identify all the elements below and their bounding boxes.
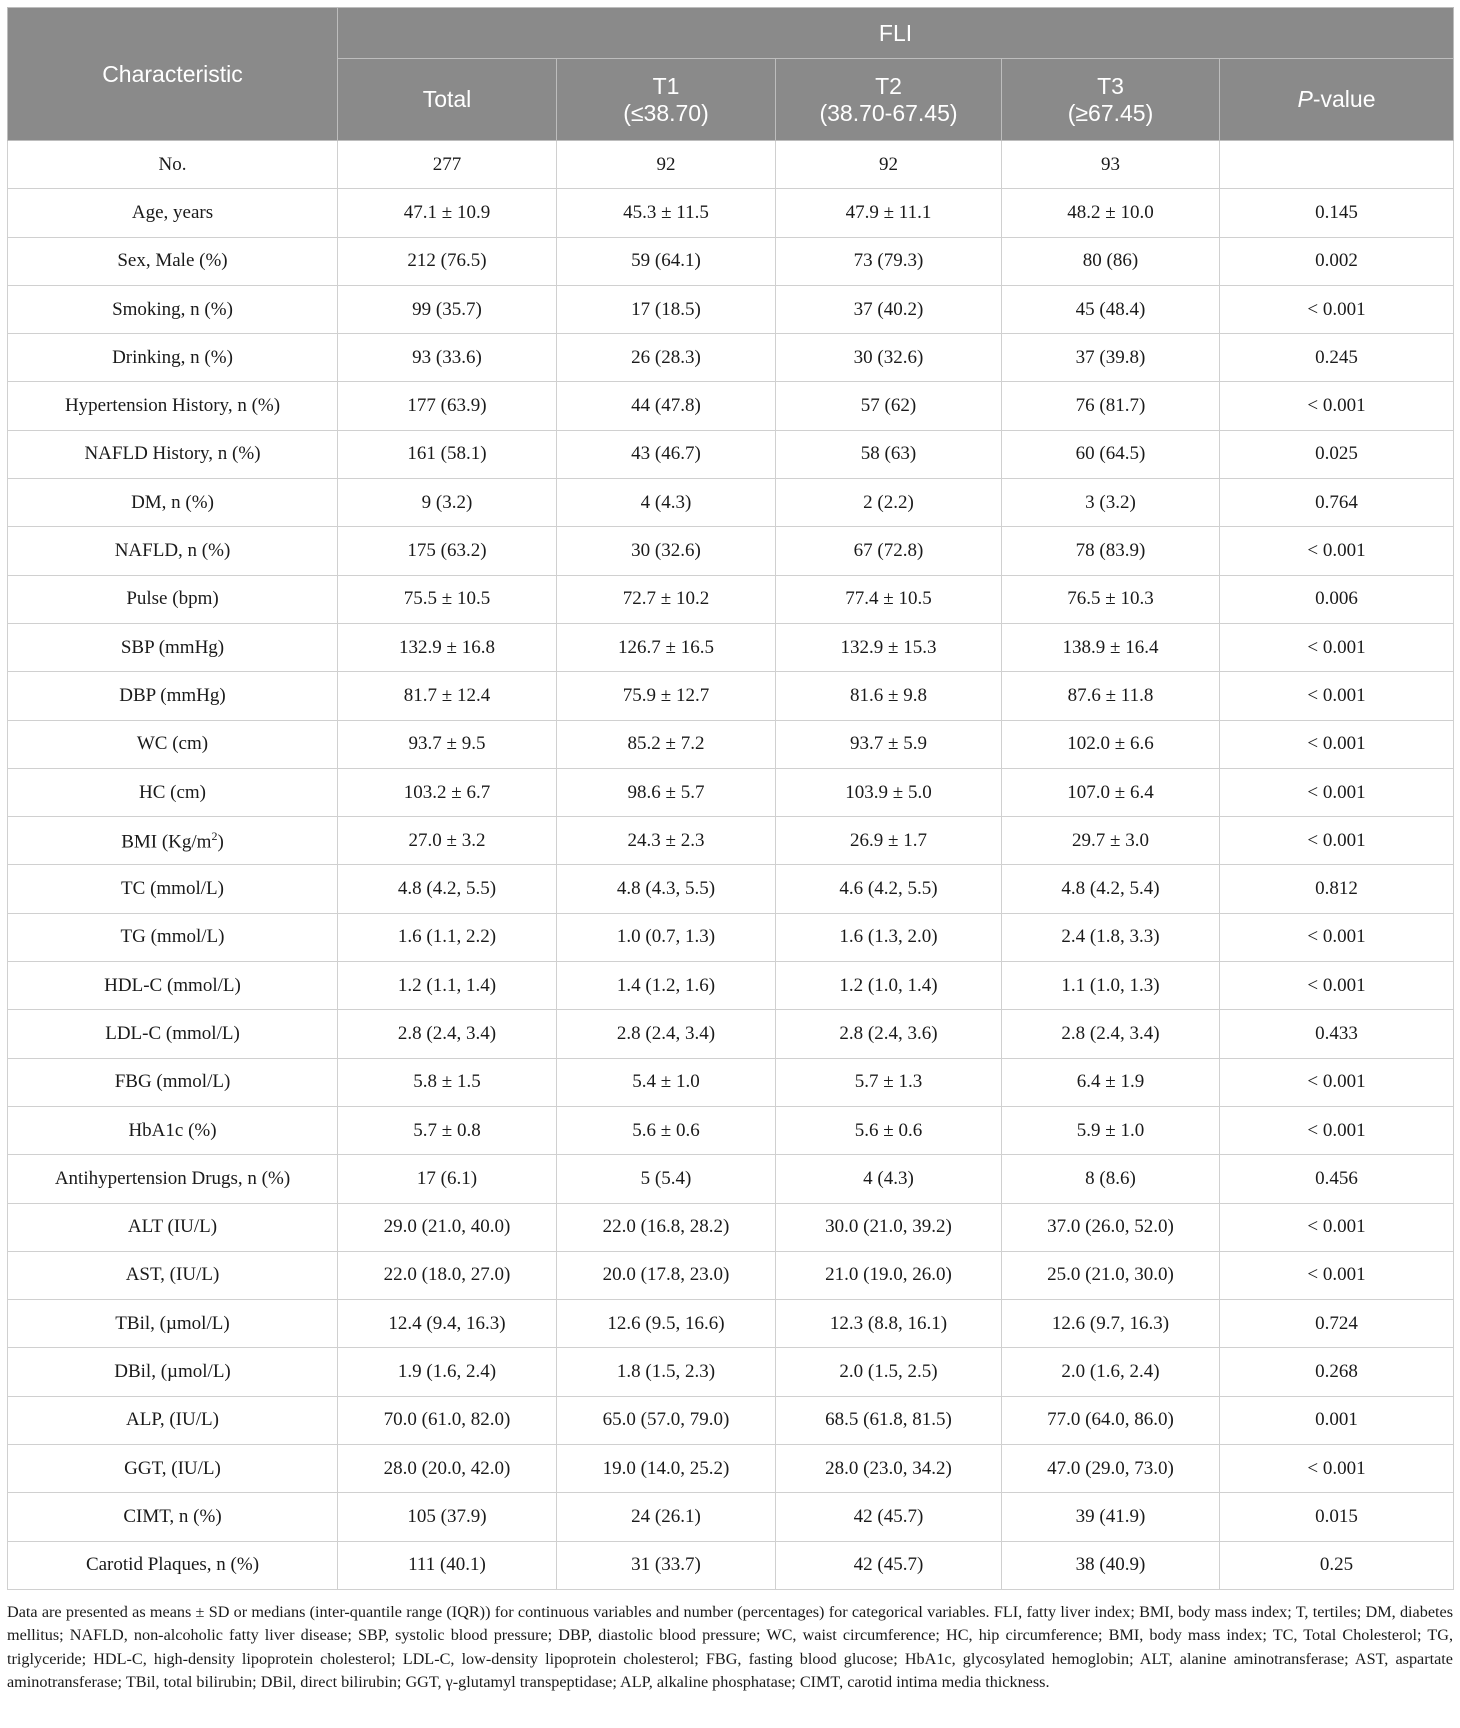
row-label [8,672,338,720]
table-row [8,865,1454,913]
cell-total: 177 (63.9) [338,382,557,430]
cell-t3: 4.8 (4.2, 5.4) [1002,865,1220,913]
row-label [8,865,338,913]
cell-t1: 1.8 (1.5, 2.3) [557,1348,776,1396]
cell-p: 0.001 [1220,1396,1454,1444]
cell-p: < 0.001 [1220,527,1454,575]
cell-total: 27.0 ± 3.2 [338,817,557,865]
row-label [8,430,338,478]
cell-p: < 0.001 [1220,913,1454,961]
row-label [8,1300,338,1348]
col-header-line1: Total [422,86,472,112]
table-row [8,623,1454,671]
row-label [8,1058,338,1106]
cell-t3: 37.0 (26.0, 52.0) [1002,1203,1220,1251]
col-header-pvalue [1220,59,1454,141]
cell-t2: 26.9 ± 1.7 [776,817,1002,865]
cell-p: 0.764 [1220,479,1454,527]
row-label [8,1396,338,1444]
cell-p: 0.002 [1220,237,1454,285]
table-body [8,141,1454,1590]
cell-t1: 24.3 ± 2.3 [557,817,776,865]
cell-total: 9 (3.2) [338,479,557,527]
cell-t1: 45.3 ± 11.5 [557,189,776,237]
cell-t3: 102.0 ± 6.6 [1002,720,1220,768]
cell-t1: 1.0 (0.7, 1.3) [557,913,776,961]
cell-t2: 5.7 ± 1.3 [776,1058,1002,1106]
cell-t2: 28.0 (23.0, 34.2) [776,1445,1002,1493]
cell-total: 132.9 ± 16.8 [338,623,557,671]
cell-t3: 39 (41.9) [1002,1493,1220,1541]
row-label-text: GGT, (IU/L) [124,1457,221,1479]
col-header-line2: (38.70-67.45) [819,99,958,126]
cell-t3: 60 (64.5) [1002,430,1220,478]
cell-t3: 93 [1002,141,1220,189]
table-row [8,334,1454,382]
table-row [8,479,1454,527]
fli-group-header: FLI [338,8,1454,59]
row-label-text: Pulse (bpm) [126,588,219,610]
cell-total: 2.8 (2.4, 3.4) [338,1010,557,1058]
col-header-t2 [776,59,1002,141]
row-label-text: Carotid Plaques, n (%) [85,1554,260,1576]
row-label [8,768,338,816]
cell-t1: 98.6 ± 5.7 [557,768,776,816]
row-label-text: Smoking, n (%) [112,298,233,320]
cell-t1: 4 (4.3) [557,479,776,527]
row-label-text: HbA1c (%) [128,1119,217,1141]
cell-t1: 26 (28.3) [557,334,776,382]
cell-t1: 24 (26.1) [557,1493,776,1541]
cell-t2: 92 [776,141,1002,189]
cell-total: 70.0 (61.0, 82.0) [338,1396,557,1444]
cell-t3: 37 (39.8) [1002,334,1220,382]
cell-t3: 2.4 (1.8, 3.3) [1002,913,1220,961]
cell-t1: 19.0 (14.0, 25.2) [557,1445,776,1493]
col-header-line1: T1 [652,72,680,99]
row-label [8,623,338,671]
cell-t1: 22.0 (16.8, 28.2) [557,1203,776,1251]
cell-total: 99 (35.7) [338,285,557,333]
cell-t2: 132.9 ± 15.3 [776,623,1002,671]
row-label [8,237,338,285]
row-label [8,479,338,527]
cell-total: 111 (40.1) [338,1541,557,1589]
table-row [8,1396,1454,1444]
cell-total: 4.8 (4.2, 5.5) [338,865,557,913]
cell-t1: 17 (18.5) [557,285,776,333]
cell-total: 1.9 (1.6, 2.4) [338,1348,557,1396]
cell-total: 277 [338,141,557,189]
row-label-text: CIMT, n (%) [123,1505,222,1527]
cell-t3: 45 (48.4) [1002,285,1220,333]
cell-t1: 59 (64.1) [557,237,776,285]
cell-t2: 30.0 (21.0, 39.2) [776,1203,1002,1251]
row-label [8,913,338,961]
cell-t3: 80 (86) [1002,237,1220,285]
row-label-text: HC (cm) [138,781,206,803]
cell-t3: 48.2 ± 10.0 [1002,189,1220,237]
cell-t1: 4.8 (4.3, 5.5) [557,865,776,913]
cell-t1: 44 (47.8) [557,382,776,430]
cell-t3: 138.9 ± 16.4 [1002,623,1220,671]
cell-t1: 75.9 ± 12.7 [557,672,776,720]
cell-total: 17 (6.1) [338,1155,557,1203]
cell-t3: 77.0 (64.0, 86.0) [1002,1396,1220,1444]
table-row [8,1106,1454,1154]
row-label-text: TC (mmol/L) [121,878,224,900]
row-label-end: ) [217,830,224,852]
cell-p: 0.25 [1220,1541,1454,1589]
cell-t1: 92 [557,141,776,189]
cell-p: < 0.001 [1220,768,1454,816]
cell-p: 0.268 [1220,1348,1454,1396]
cell-t1: 5.6 ± 0.6 [557,1106,776,1154]
row-label [8,1493,338,1541]
pvalue-italic: P [1297,86,1313,112]
row-label-text: WC (cm) [136,733,209,755]
cell-t3: 5.9 ± 1.0 [1002,1106,1220,1154]
cell-p: 0.006 [1220,575,1454,623]
table-row [8,285,1454,333]
characteristic-header: Characteristic [8,8,338,141]
cell-t2: 2 (2.2) [776,479,1002,527]
row-label [8,575,338,623]
row-label [8,1203,338,1251]
cell-t1: 30 (32.6) [557,527,776,575]
cell-total: 81.7 ± 12.4 [338,672,557,720]
cell-t2: 42 (45.7) [776,1493,1002,1541]
table-row [8,1155,1454,1203]
col-header-t3 [1002,59,1220,141]
cell-t2: 2.0 (1.5, 2.5) [776,1348,1002,1396]
row-label-text: DBil, (µmol/L) [114,1361,231,1383]
row-label-text: Drinking, n (%) [112,346,233,368]
row-label [8,1155,338,1203]
cell-p: 0.015 [1220,1493,1454,1541]
cell-p: 0.456 [1220,1155,1454,1203]
cell-p: < 0.001 [1220,623,1454,671]
cell-t2: 2.8 (2.4, 3.6) [776,1010,1002,1058]
cell-p: < 0.001 [1220,1445,1454,1493]
row-label-text: No. [158,153,187,175]
row-label-text: ALP, (IU/L) [126,1409,219,1431]
row-label-text: Sex, Male (%) [117,250,228,272]
cell-t2: 4 (4.3) [776,1155,1002,1203]
row-label [8,334,338,382]
cell-t2: 47.9 ± 11.1 [776,189,1002,237]
table-footnote: Data are presented as means ± SD or medians (inter-quantile range (IQR)) for continuous variables and number (percentages) for categorical variables. FLI, fatty liver index; BMI, body mass index; T, tertiles; DM, diabetes mellitus; NAFLD, non-alcoholic fatty liver disease; SBP, systolic blood pressure; DBP, diastolic blood pressure; WC, waist circumference; HC, hip circumference; BMI, body mass index; TC, Total Cholesterol; TG, triglyceride; HDL-C, high-density lipoprotein cholesterol; LDL-C, low-density lipoprotein cholesterol; FBG, fasting blood glucose; HbA1c, glycosylated hemoglobin; ALT, alanine aminotransferase; AST, aspartate aminotransferase; TBil, total bilirubin; DBil, direct bilirubin; GGT, γ-glutamyl transpeptidase; ALP, alkaline phosphatase; CIMT, carotid intima media thickness. [7,1602,1453,1692]
cell-t1: 5 (5.4) [557,1155,776,1203]
table-row [8,1010,1454,1058]
cell-p: < 0.001 [1220,1106,1454,1154]
cell-t3: 2.0 (1.6, 2.4) [1002,1348,1220,1396]
table-row [8,672,1454,720]
cell-p: < 0.001 [1220,672,1454,720]
cell-t3: 47.0 (29.0, 73.0) [1002,1445,1220,1493]
cell-t2: 30 (32.6) [776,334,1002,382]
cell-t2: 81.6 ± 9.8 [776,672,1002,720]
cell-total: 161 (58.1) [338,430,557,478]
table-row [8,1541,1454,1589]
cell-total: 93 (33.6) [338,334,557,382]
table-row [8,817,1454,865]
cell-t2: 37 (40.2) [776,285,1002,333]
table-row [8,237,1454,285]
cell-t2: 58 (63) [776,430,1002,478]
cell-t2: 5.6 ± 0.6 [776,1106,1002,1154]
table-row [8,913,1454,961]
row-label-text: SBP (mmHg) [120,636,225,658]
row-label-text: NAFLD History, n (%) [84,443,261,465]
table-row [8,382,1454,430]
cell-total: 29.0 (21.0, 40.0) [338,1203,557,1251]
cell-t1: 12.6 (9.5, 16.6) [557,1300,776,1348]
row-label [8,1541,338,1589]
cell-t2: 1.2 (1.0, 1.4) [776,962,1002,1010]
characteristics-table [7,7,1454,1590]
table-row [8,1058,1454,1106]
table-row [8,1348,1454,1396]
cell-t2: 57 (62) [776,382,1002,430]
table-row [8,1251,1454,1299]
table-row [8,527,1454,575]
cell-t3: 6.4 ± 1.9 [1002,1058,1220,1106]
cell-t1: 31 (33.7) [557,1541,776,1589]
cell-t2: 77.4 ± 10.5 [776,575,1002,623]
cell-t2: 73 (79.3) [776,237,1002,285]
cell-t1: 65.0 (57.0, 79.0) [557,1396,776,1444]
cell-t1: 126.7 ± 16.5 [557,623,776,671]
row-label-text: HDL-C (mmol/L) [104,974,241,996]
row-label [8,141,338,189]
row-label-text: NAFLD, n (%) [114,540,231,562]
col-header-total [338,59,557,141]
cell-t2: 4.6 (4.2, 5.5) [776,865,1002,913]
row-label [8,1445,338,1493]
cell-total: 12.4 (9.4, 16.3) [338,1300,557,1348]
table-row [8,720,1454,768]
cell-t1: 1.4 (1.2, 1.6) [557,962,776,1010]
table-row [8,1445,1454,1493]
row-label-text: Hypertension History, n (%) [64,395,281,417]
cell-p: 0.245 [1220,334,1454,382]
row-label [8,1251,338,1299]
cell-t3: 76.5 ± 10.3 [1002,575,1220,623]
row-label-text: TG (mmol/L) [120,926,225,948]
row-label [8,1106,338,1154]
row-label-text: ALT (IU/L) [127,1216,218,1238]
cell-t3: 2.8 (2.4, 3.4) [1002,1010,1220,1058]
row-label [8,189,338,237]
cell-t3: 25.0 (21.0, 30.0) [1002,1251,1220,1299]
cell-p: < 0.001 [1220,1251,1454,1299]
cell-p: < 0.001 [1220,720,1454,768]
row-label-text: DBP (mmHg) [119,684,226,706]
row-label-text: BMI (Kg/m [121,830,212,852]
cell-total: 1.2 (1.1, 1.4) [338,962,557,1010]
col-header-line1: T2 [875,72,902,99]
cell-p: < 0.001 [1220,382,1454,430]
cell-t2: 103.9 ± 5.0 [776,768,1002,816]
row-label [8,817,338,865]
cell-total: 47.1 ± 10.9 [338,189,557,237]
cell-p: < 0.001 [1220,1203,1454,1251]
cell-p: < 0.001 [1220,285,1454,333]
cell-total: 1.6 (1.1, 2.2) [338,913,557,961]
row-label [8,527,338,575]
cell-total: 22.0 (18.0, 27.0) [338,1251,557,1299]
row-label-text: TBil, (µmol/L) [115,1312,230,1334]
cell-t2: 68.5 (61.8, 81.5) [776,1396,1002,1444]
table-container [7,7,1453,1695]
row-label-text: Antihypertension Drugs, n (%) [54,1167,291,1189]
cell-t2: 93.7 ± 5.9 [776,720,1002,768]
cell-p: < 0.001 [1220,817,1454,865]
cell-total: 5.7 ± 0.8 [338,1106,557,1154]
cell-p [1220,141,1454,189]
cell-p: 0.812 [1220,865,1454,913]
cell-total: 212 (76.5) [338,237,557,285]
cell-t3: 87.6 ± 11.8 [1002,672,1220,720]
row-label [8,1348,338,1396]
row-label-superscript: 2 [211,828,218,843]
cell-t2: 42 (45.7) [776,1541,1002,1589]
cell-t3: 76 (81.7) [1002,382,1220,430]
cell-t3: 1.1 (1.0, 1.3) [1002,962,1220,1010]
table-row [8,430,1454,478]
cell-t3: 38 (40.9) [1002,1541,1220,1589]
row-label [8,382,338,430]
row-label-text: Age, years [131,201,214,223]
cell-p: 0.433 [1220,1010,1454,1058]
cell-t1: 20.0 (17.8, 23.0) [557,1251,776,1299]
table-row [8,1203,1454,1251]
row-label-text: FBG (mmol/L) [114,1071,231,1093]
cell-t1: 2.8 (2.4, 3.4) [557,1010,776,1058]
row-label [8,720,338,768]
cell-total: 175 (63.2) [338,527,557,575]
cell-t1: 43 (46.7) [557,430,776,478]
cell-p: 0.724 [1220,1300,1454,1348]
cell-t1: 5.4 ± 1.0 [557,1058,776,1106]
cell-total: 105 (37.9) [338,1493,557,1541]
cell-p: < 0.001 [1220,962,1454,1010]
cell-total: 75.5 ± 10.5 [338,575,557,623]
row-label [8,285,338,333]
cell-total: 28.0 (20.0, 42.0) [338,1445,557,1493]
table-row [8,1493,1454,1541]
cell-total: 103.2 ± 6.7 [338,768,557,816]
col-header-line2: (≥67.45) [1067,99,1154,126]
cell-total: 5.8 ± 1.5 [338,1058,557,1106]
cell-t1: 72.7 ± 10.2 [557,575,776,623]
table-row [8,189,1454,237]
table-row [8,575,1454,623]
cell-t3: 12.6 (9.7, 16.3) [1002,1300,1220,1348]
cell-t2: 67 (72.8) [776,527,1002,575]
pvalue-rest: -value [1312,86,1376,112]
cell-t3: 8 (8.6) [1002,1155,1220,1203]
cell-t3: 107.0 ± 6.4 [1002,768,1220,816]
row-label [8,962,338,1010]
cell-t2: 21.0 (19.0, 26.0) [776,1251,1002,1299]
row-label-text: LDL-C (mmol/L) [105,1022,240,1044]
row-label-text: DM, n (%) [131,491,214,513]
cell-p: 0.145 [1220,189,1454,237]
cell-t2: 12.3 (8.8, 16.1) [776,1300,1002,1348]
cell-t1: 85.2 ± 7.2 [557,720,776,768]
cell-total: 93.7 ± 9.5 [338,720,557,768]
row-label-text: AST, (IU/L) [125,1264,220,1286]
col-header-line1: T3 [1097,72,1124,99]
row-label [8,1010,338,1058]
col-header-line2: (≤38.70) [623,99,709,126]
cell-t3: 78 (83.9) [1002,527,1220,575]
table-row [8,962,1454,1010]
table-row [8,1300,1454,1348]
cell-t2: 1.6 (1.3, 2.0) [776,913,1002,961]
cell-p: 0.025 [1220,430,1454,478]
cell-p: < 0.001 [1220,1058,1454,1106]
table-row [8,768,1454,816]
cell-t3: 29.7 ± 3.0 [1002,817,1220,865]
cell-t3: 3 (3.2) [1002,479,1220,527]
table-row [8,141,1454,189]
col-header-t1 [557,59,776,141]
